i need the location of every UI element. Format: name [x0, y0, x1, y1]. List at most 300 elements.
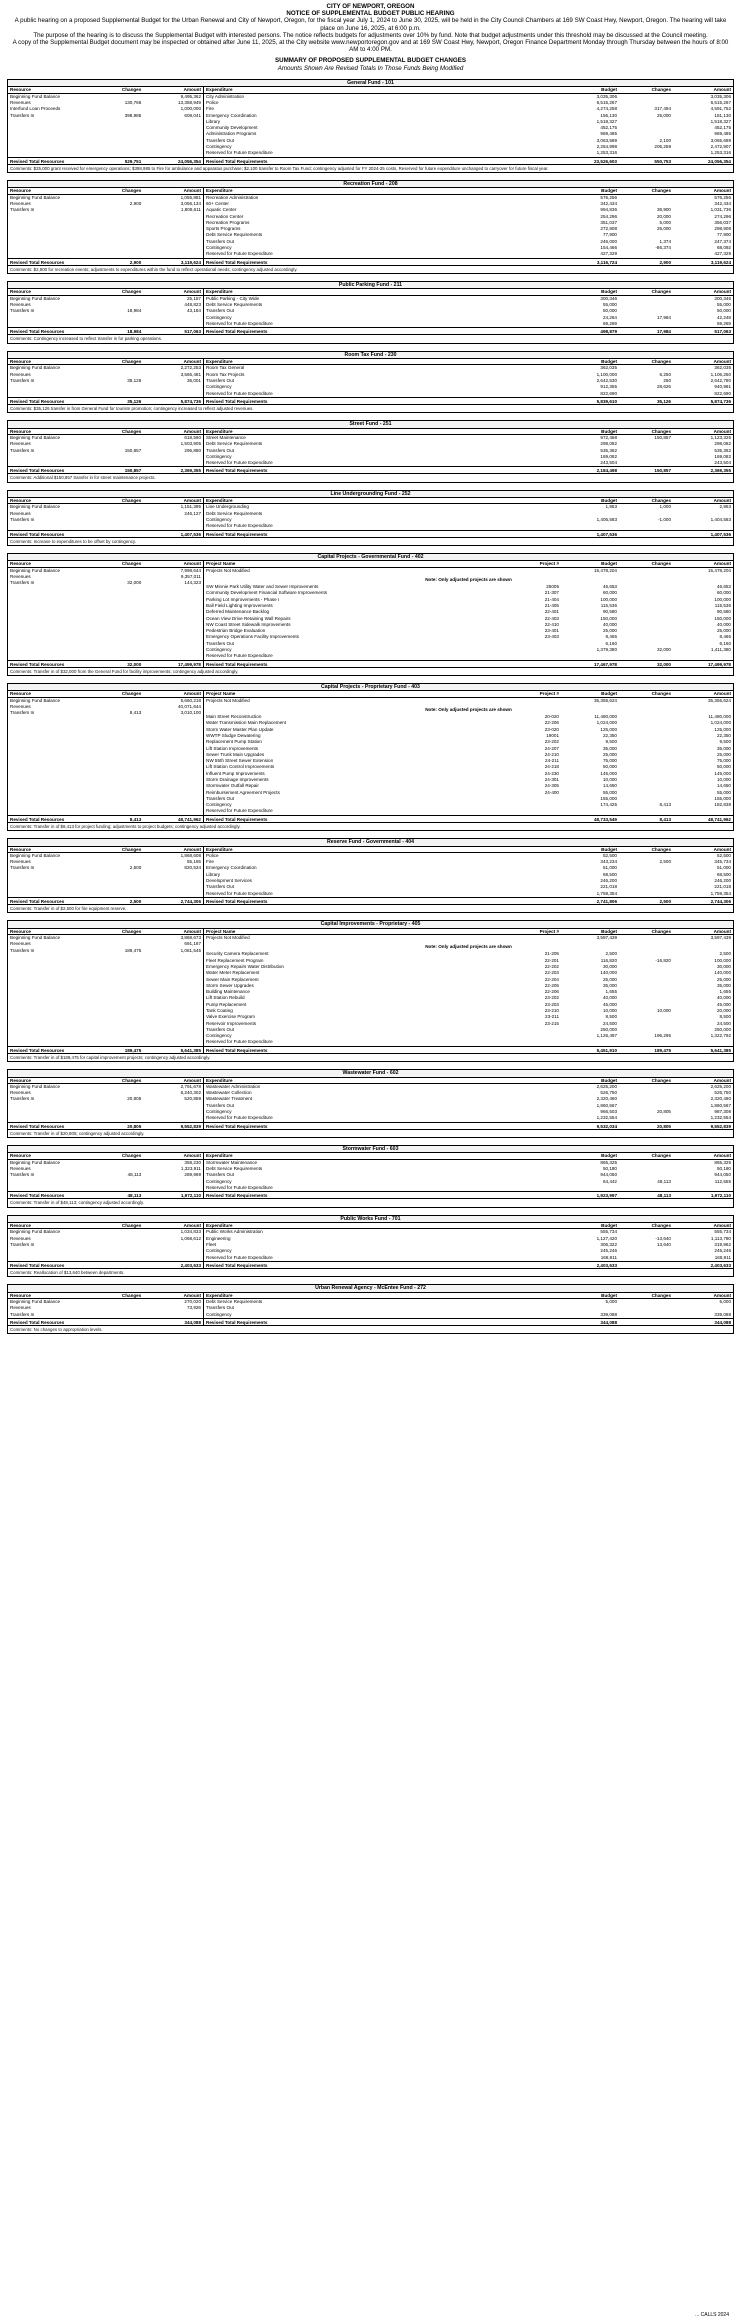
expenditure-amount: 1,759,354	[710, 890, 731, 896]
resource-name: Beginning Fund Balance	[10, 295, 61, 301]
expenditures-column	[204, 188, 733, 257]
total-requirements-change: 32,000	[656, 661, 671, 667]
project-amount: 35,355,624	[708, 697, 731, 703]
resource-name: Beginning Fund Balance	[10, 1298, 61, 1304]
expenditure-name: Public Parking - City Wide	[206, 295, 260, 301]
project-budget: 25,000	[602, 628, 617, 634]
expenditure-budget: 24,264	[602, 314, 617, 320]
project-amount: 10,000	[716, 776, 731, 782]
resources-column	[8, 498, 204, 529]
project-number	[509, 808, 561, 814]
expenditure-name: Reserved for Future Expenditure	[206, 1184, 273, 1190]
resource-header: Resource	[10, 1223, 31, 1229]
resource-amount: 40,071,644	[178, 704, 201, 710]
project-budget: 35,000	[602, 982, 617, 988]
expenditure-header: Expenditure	[206, 1223, 233, 1229]
project-amount: 3,597,439	[710, 935, 731, 941]
resource-header: Resource	[10, 428, 31, 434]
resource-amount: 1,503,905	[180, 441, 201, 447]
total-resources-amount: 2,403,633	[180, 1262, 201, 1268]
total-requirements-label: Revised Total Requirements	[206, 816, 268, 822]
project-amount: 20,000	[716, 1008, 731, 1013]
project-row	[204, 653, 733, 659]
resources-column	[8, 1153, 204, 1191]
expenditure-header: Expenditure	[206, 846, 233, 852]
project-budget: 8,465	[605, 634, 617, 640]
resource-amount: 36,001	[186, 377, 201, 383]
total-resources-change: 529,751	[124, 158, 142, 164]
project-row	[204, 568, 733, 574]
expenditure-budget: 362,035	[600, 365, 617, 371]
resource-row	[8, 865, 203, 871]
total-resources-amount: 3,119,624	[180, 259, 201, 265]
project-name: Transfers Out	[206, 1026, 234, 1032]
project-name: Contingency	[206, 647, 232, 653]
expenditures-column	[204, 359, 733, 397]
project-name: Building Maintenance	[206, 989, 250, 995]
project-name: Sewer Trunk Main Upgrades	[206, 751, 265, 757]
resource-name: Transfers In	[10, 1241, 35, 1247]
expenditure-amount: 243,504	[714, 460, 731, 466]
project-amount: 1,655	[719, 989, 731, 995]
resource-header: Resource	[10, 188, 31, 194]
project-number: 23-215	[544, 1020, 559, 1026]
expenditure-row	[204, 251, 733, 257]
expenditure-amount	[673, 1185, 733, 1191]
project-number: 24-305	[544, 783, 559, 789]
expenditure-change	[619, 150, 673, 156]
fund-title: Recreation Fund - 208	[8, 181, 733, 189]
total-requirements-label: Revised Total Requirements	[206, 398, 268, 404]
resources-total	[8, 398, 204, 404]
fund-title: Public Works Fund - 701	[8, 1216, 733, 1224]
fund-section	[7, 838, 734, 913]
resource-name: Beginning Fund Balance	[10, 1229, 61, 1235]
expenditure-budget: 272,908	[600, 226, 617, 232]
expenditure-budget: 6,515,267	[596, 99, 617, 105]
resource-header: Resource	[10, 359, 31, 365]
project-amount: 25,000	[716, 976, 731, 982]
total-requirements-amount: 9,552,839	[710, 1123, 731, 1129]
expenditure-budget: 535,362	[600, 447, 617, 453]
resource-amount: 3,868,673	[180, 935, 201, 941]
project-name: Pump Replacement	[206, 1001, 247, 1007]
project-budget: 116,820	[600, 957, 617, 963]
fund-section	[7, 490, 734, 546]
project-amount: 46,653	[716, 584, 731, 590]
totals-row	[8, 1318, 733, 1325]
totals-row	[8, 466, 733, 473]
budget-header: Budget	[601, 1292, 617, 1298]
resource-change	[92, 517, 144, 523]
resource-amount: 1,151,395	[180, 504, 201, 510]
expenditure-amount: 969,485	[714, 131, 731, 137]
expenditure-header: Expenditure	[206, 87, 233, 93]
expenditure-row	[204, 891, 733, 897]
resource-amount: 3,565,481	[180, 371, 201, 377]
project-row	[204, 1039, 733, 1045]
expenditure-header: Expenditure	[206, 1292, 233, 1298]
total-resources-label: Revised Total Resources	[10, 816, 65, 822]
fund-title: Capital Projects - Proprietary Fund - 403	[8, 684, 733, 692]
fund-comment: Comments: Transfer in of $48,113; contingency adjusted accordingly.	[8, 1198, 733, 1206]
project-budget: 60,000	[602, 590, 617, 596]
project-row	[204, 808, 733, 814]
expenditure-name: Transfers Out	[206, 1305, 234, 1311]
fund-columns	[8, 429, 733, 467]
expenditure-budget: 452,175	[600, 125, 617, 131]
resources-total	[8, 898, 204, 904]
expenditure-amount: 319,962	[714, 1241, 731, 1247]
resource-amount: 608,041	[184, 112, 201, 118]
expenditure-amount: 3,065,689	[710, 137, 731, 143]
amount-header: Amount	[713, 498, 731, 504]
resource-row	[8, 113, 203, 119]
expenditure-amount: 168,911	[714, 1254, 731, 1260]
resource-amount: 296,880	[184, 447, 201, 453]
resource-change: 150,857	[124, 447, 142, 453]
fund-comment: Comments: Transfer in of $8,413 for project funding; adjustments to project budgets; contingency adjusted accordingly.	[8, 822, 733, 830]
resource-header: Resource	[10, 87, 31, 93]
total-requirements-label: Revised Total Requirements	[206, 259, 268, 265]
expenditure-change: 25,000	[656, 112, 671, 118]
totals-row	[8, 897, 733, 904]
project-change: 32,000	[656, 647, 671, 653]
total-resources-label: Revised Total Resources	[10, 398, 65, 404]
project-change	[619, 568, 673, 574]
changes-header: Changes	[651, 1292, 671, 1298]
expenditure-budget: 3,035,306	[596, 93, 617, 99]
total-resources-change: 2,500	[129, 898, 142, 904]
total-requirements-label: Revised Total Requirements	[206, 898, 268, 904]
changes-header: Changes	[121, 1153, 142, 1159]
resource-name: Beginning Fund Balance	[10, 567, 61, 573]
total-requirements-amount: 344,088	[714, 1319, 731, 1325]
resources-total	[8, 1319, 204, 1325]
expenditure-amount: 1,123,325	[710, 434, 731, 440]
total-resources-label: Revised Total Resources	[10, 1319, 65, 1325]
totals-row	[8, 660, 733, 667]
changes-header: Changes	[121, 188, 142, 194]
expenditure-header: Expenditure	[206, 1153, 233, 1159]
expenditure-name: Transfers Out	[206, 1172, 234, 1178]
fund-columns	[8, 1078, 733, 1122]
expenditure-amount: 274,296	[714, 213, 731, 219]
fund-comment: Comments: Transfer in of $20,805; contingency adjusted accordingly.	[8, 1129, 733, 1137]
totals-row	[8, 1046, 733, 1053]
expenditure-amount: 427,329	[714, 251, 731, 257]
resource-amount: 289,969	[184, 1172, 201, 1178]
budget-header: Budget	[601, 691, 617, 697]
expenditure-amount	[673, 523, 733, 529]
expenditure-budget: 972,468	[600, 434, 617, 440]
amount-header: Amount	[183, 428, 201, 434]
expenditure-amount: 2,642,780	[710, 377, 731, 383]
changes-header: Changes	[121, 561, 142, 567]
expenditure-name: Line Undergrounding	[206, 504, 249, 510]
project-amount: 24,500	[716, 1020, 731, 1026]
fund-comment: Comments: Increase to expenditures to be offset by contingency.	[8, 537, 733, 545]
total-requirements-amount: 17,499,978	[708, 661, 731, 667]
expenditure-name: Contingency	[206, 1178, 232, 1184]
project-budget: 24,500	[602, 1020, 617, 1026]
changes-header: Changes	[651, 1077, 671, 1083]
expenditure-budget: 2,625,200	[596, 1083, 617, 1089]
total-requirements-budget: 23,526,603	[594, 158, 617, 164]
project-budget: 15,478,204	[594, 567, 617, 573]
requirements-total	[204, 1192, 733, 1198]
amount-header: Amount	[183, 561, 201, 567]
expenditure-amount: 944,050	[714, 1172, 731, 1178]
total-requirements-label: Revised Total Requirements	[206, 531, 268, 537]
expenditure-budget: 2,254,998	[596, 144, 617, 149]
project-number: 24-230	[544, 770, 559, 776]
changes-header: Changes	[651, 561, 671, 567]
expenditure-name: Contingency	[206, 517, 232, 523]
resource-name: Transfers In	[10, 1311, 35, 1317]
expenditure-budget: 912,355	[600, 384, 617, 390]
project-name: Fleet Replacement Program	[206, 957, 264, 963]
changes-header: Changes	[121, 289, 142, 295]
total-resources-change	[92, 531, 144, 537]
project-number: 21-404	[544, 596, 559, 602]
resource-amount: 2,272,253	[180, 365, 201, 371]
fund-title: Line Undergrounding Fund - 252	[8, 491, 733, 499]
resource-name: Revenues	[10, 441, 31, 447]
project-amount	[673, 653, 733, 659]
expenditure-header: Expenditure	[206, 359, 233, 365]
resource-amount: 1,000,000	[180, 106, 201, 112]
expenditure-name: Emergency Coordination	[206, 865, 257, 871]
expenditure-amount: 1,518,327	[710, 118, 731, 124]
total-requirements-change: 189,475	[654, 1047, 671, 1053]
resource-amount: 448,823	[184, 302, 201, 308]
expenditure-name: Stormwater Maintenance	[206, 1159, 258, 1165]
resource-amount: 820,534	[184, 865, 201, 871]
expenditure-change	[619, 1185, 673, 1191]
notice-paragraph-1: A public hearing on a proposed Supplemental Budget for the Urban Renewal and City of Newport, Oregon, for the fiscal year July 1, 2024 to June 30, 2025, will be held in the City Council Chambers at 169 SW Coast Hwy, Newport, Oregon. The hearing will take place on June 16, 2025, at 6:00 p.m.	[14, 17, 727, 32]
expenditure-amount: 822,690	[714, 390, 731, 396]
expenditure-name: Sports Programs	[206, 226, 241, 232]
resource-change: 398,985	[124, 112, 142, 118]
expenditure-header: Expenditure	[206, 289, 233, 295]
total-requirements-amount: 517,063	[714, 329, 731, 335]
expenditure-amount: 1,253,316	[710, 150, 731, 156]
total-requirements-amount: 5,641,385	[710, 1047, 731, 1053]
project-name: Lift Station Rebuild	[206, 995, 245, 1001]
expenditure-amount: 68,092	[716, 245, 731, 251]
resource-header: Resource	[10, 1292, 31, 1298]
resource-row	[8, 1242, 203, 1248]
expenditure-budget: 154,466	[600, 245, 617, 251]
expenditure-amount: 6,515,267	[710, 99, 731, 105]
expenditures-column	[204, 87, 733, 156]
expenditure-change: 1,000	[659, 504, 671, 510]
resources-column	[8, 429, 204, 467]
expenditures-column	[204, 289, 733, 327]
total-requirements-budget: 2,184,498	[596, 468, 617, 474]
resource-name: Revenues	[10, 574, 31, 580]
fund-columns	[8, 289, 733, 327]
project-number: 24-301	[544, 776, 559, 782]
total-requirements-budget: 9,532,034	[596, 1123, 617, 1129]
expenditure-change	[619, 1255, 673, 1261]
expenditure-amount: 300,346	[714, 295, 731, 301]
total-requirements-change: 17,984	[656, 329, 671, 335]
expenditure-name: Reserved for Future Expenditure	[206, 251, 273, 257]
project-number: 23-203	[544, 1001, 559, 1007]
expenditure-change: 20,805	[656, 1109, 671, 1115]
expenditure-budget: 944,050	[600, 1172, 617, 1178]
fund-section	[7, 1284, 734, 1334]
project-budget: 3,597,439	[596, 935, 617, 941]
resources-total	[8, 661, 204, 667]
resource-header: Resource	[10, 498, 31, 504]
expenditure-change	[619, 460, 673, 466]
resource-name: Beginning Fund Balance	[10, 93, 61, 99]
expenditures-column	[204, 429, 733, 467]
expenditure-budget: 1,127,420	[596, 1235, 617, 1241]
resource-name: Transfers In	[10, 1096, 35, 1102]
project-amount: 100,000	[714, 957, 731, 963]
project-number: 22-206	[544, 720, 559, 726]
resource-amount: 13,358,949	[178, 99, 201, 105]
expenditure-name: Transfers Out	[206, 137, 234, 143]
fund-title: Reserve Fund - Governmental - 404	[8, 839, 733, 847]
expenditure-amount: 342,434	[714, 200, 731, 206]
project-name: Contingency	[206, 802, 232, 808]
project-row	[204, 935, 733, 941]
budget-header: Budget	[601, 561, 617, 567]
expenditures-column	[204, 847, 733, 897]
expenditure-budget: 306,322	[600, 1241, 617, 1247]
project-budget: 6,160	[605, 640, 617, 646]
funds-area	[7, 79, 734, 1334]
expenditure-name: Contingency	[206, 1109, 232, 1115]
budget-header: Budget	[601, 87, 617, 93]
fund-title: Capital Improvements - Proprietary - 405	[8, 921, 733, 929]
project-name: Transfers Out	[206, 640, 234, 646]
total-resources-label: Revised Total Resources	[10, 1262, 65, 1268]
budget-header: Budget	[601, 428, 617, 434]
project-name: Deferred Maintenance Backlog	[206, 609, 270, 615]
resource-header: Resource	[10, 928, 31, 934]
summary-subtitle: Amounts Shown Are Revised Totals In Those Funds Being Modified	[277, 64, 464, 72]
expenditures-column	[204, 1153, 733, 1191]
project-amount: 150,000	[714, 615, 731, 621]
resource-name: Revenues	[10, 1305, 31, 1311]
fund-comment: Comments: Contingency increased to reflect transfer in for parking operations.	[8, 334, 733, 342]
project-name: Influent Pump Improvements	[206, 770, 265, 776]
project-change: 8,413	[659, 802, 671, 808]
total-requirements-change	[619, 1262, 673, 1268]
changes-header: Changes	[651, 846, 671, 852]
expenditure-change: -86,374	[655, 245, 671, 251]
project-name: Transfers Out	[206, 795, 234, 801]
resource-amount: 9,357,011	[180, 574, 201, 580]
expenditure-amount: 2,953	[719, 504, 731, 510]
expenditure-header: Expenditure	[206, 428, 233, 434]
total-resources-amount: 517,063	[184, 329, 201, 335]
resource-name: Beginning Fund Balance	[10, 365, 61, 371]
resource-name: Beginning Fund Balance	[10, 1083, 61, 1089]
fund-columns	[8, 691, 733, 814]
expenditure-amount: 3,035,306	[710, 93, 731, 99]
amount-header: Amount	[183, 289, 201, 295]
expenditure-budget: 1,860,567	[596, 1102, 617, 1108]
project-budget: 11,480,000	[594, 714, 617, 720]
expenditure-change: 48,113	[657, 1178, 671, 1184]
requirements-total	[204, 531, 733, 537]
project-amount: 55,000	[716, 789, 731, 795]
expenditure-name: Police	[206, 99, 219, 105]
project-amount: 1,322,792	[710, 1033, 731, 1039]
expenditure-budget: 221,018	[600, 884, 617, 890]
project-budget: 174,425	[600, 802, 617, 808]
resource-change: 2,500	[129, 865, 142, 871]
expenditure-row	[204, 1115, 733, 1121]
expenditures-column	[204, 1078, 733, 1122]
resource-name: Revenues	[10, 371, 31, 377]
resources-column	[8, 929, 204, 1046]
resource-name: Beginning Fund Balance	[10, 194, 61, 200]
total-requirements-budget: 5,451,910	[596, 1047, 617, 1053]
resource-name: Transfers In	[10, 580, 35, 586]
project-number	[509, 698, 561, 704]
resources-total	[8, 1047, 204, 1053]
resource-name: Transfers In	[10, 865, 35, 871]
fund-section	[7, 553, 734, 676]
fund-title: Street Fund - 251	[8, 421, 733, 429]
expenditure-amount: 5,000	[719, 1298, 731, 1304]
expenditure-budget	[561, 523, 619, 529]
project-number: 19001	[546, 732, 559, 738]
expenditure-budget: 1,759,354	[596, 890, 617, 896]
fund-title: Capital Projects - Governmental Fund - 402	[8, 554, 733, 562]
fund-title: Urban Renewal Agency - McEntee Fund - 272	[8, 1285, 733, 1293]
projects-column	[204, 691, 733, 814]
project-budget: 140,000	[600, 970, 617, 976]
expenditure-name: Debt Service Requirements	[206, 1166, 263, 1172]
changes-header: Changes	[121, 498, 142, 504]
expenditures-column	[204, 498, 733, 529]
expenditure-budget: 3,063,589	[596, 137, 617, 143]
resource-amount: 618,560	[184, 434, 201, 440]
expenditure-budget: 50,180	[602, 1166, 617, 1172]
fund-columns	[8, 359, 733, 397]
resource-row	[8, 1096, 203, 1102]
resource-name: Transfers In	[10, 112, 35, 118]
expenditure-name: Debt Service Requirements	[206, 441, 263, 447]
resource-row	[8, 308, 203, 314]
resources-total	[8, 158, 204, 164]
expenditure-change: 250	[663, 377, 671, 383]
expenditure-budget: 1,232,554	[596, 1115, 617, 1121]
total-requirements-amount: 1,972,110	[710, 1193, 731, 1199]
resource-row	[8, 948, 203, 954]
expenditure-name: Aquatic Center	[206, 207, 237, 213]
total-resources-label: Revised Total Resources	[10, 329, 65, 335]
expenditure-name: Development Services	[206, 878, 252, 884]
total-resources-label: Revised Total Resources	[10, 468, 65, 474]
total-resources-change: 18,984	[127, 329, 142, 335]
expenditure-change	[619, 321, 673, 327]
expenditure-amount: 1,031,736	[710, 207, 731, 213]
project-budget: 22,350	[602, 732, 617, 738]
amount-header: Amount	[713, 1153, 731, 1159]
expenditure-amount: 69,269	[716, 320, 731, 326]
resource-row	[8, 1312, 203, 1318]
